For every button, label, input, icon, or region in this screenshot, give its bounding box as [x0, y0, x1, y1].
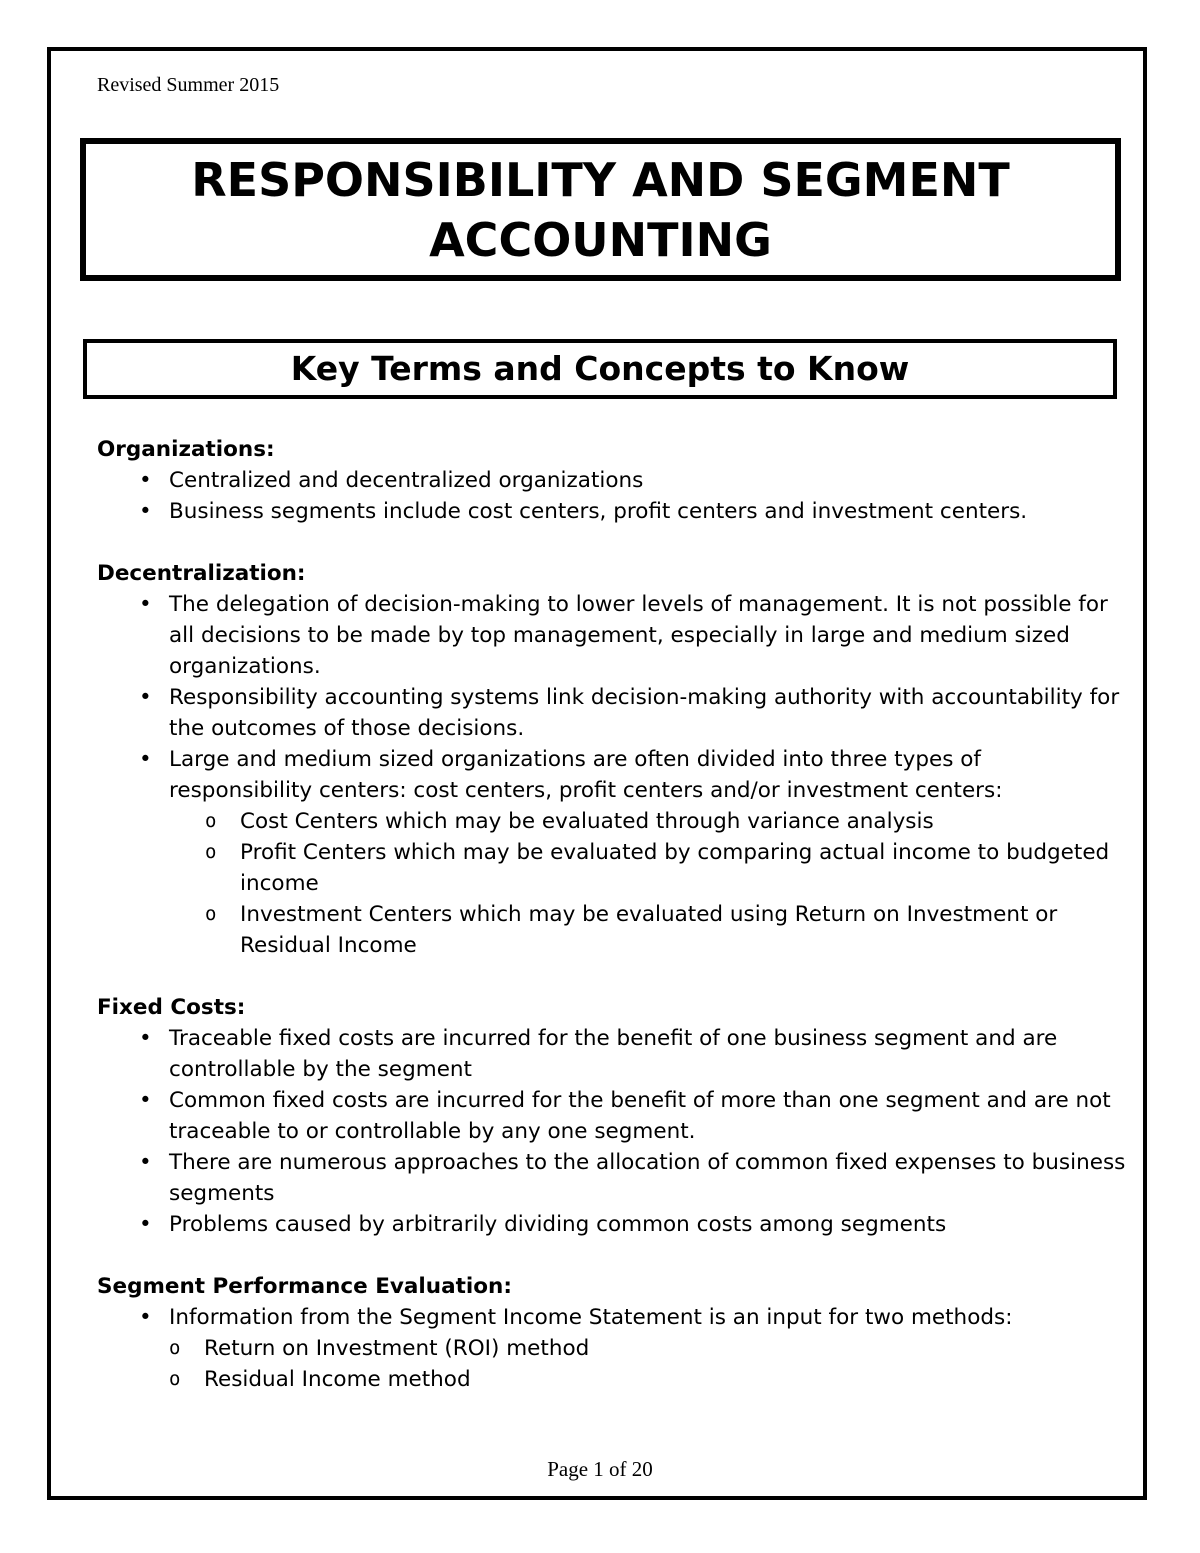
- sub-list: [169, 806, 1127, 961]
- subtitle-box: [83, 339, 1117, 399]
- list-item: • The delegation of decision-making to lower levels of management. It is not possible for all decisions to be made by top management, especially in large and medium sized organizations.: [97, 589, 1127, 682]
- sub-list: [97, 1333, 1127, 1395]
- list-item: • Responsibility accounting systems link decision-making authority with accountability for the outcomes of those decisions.: [97, 682, 1127, 744]
- sub-list-item: o Residual Income method: [97, 1364, 1127, 1395]
- bullet-list: [97, 1023, 1127, 1240]
- list-item: • Problems caused by arbitrarily dividing common costs among segments: [97, 1209, 1127, 1240]
- list-item: [97, 1302, 1127, 1333]
- section-heading: Fixed Costs:: [97, 995, 246, 1020]
- list-item-text: Information from the Segment Income Statement is an input for two methods:: [169, 1305, 1013, 1330]
- bullet-list: [97, 589, 1127, 961]
- section-organizations: [97, 434, 1127, 527]
- page-number: Page 1 of 20: [547, 1457, 653, 1481]
- list-item: • Traceable fixed costs are incurred for the benefit of one business segment and are controllable by the segment: [97, 1023, 1127, 1085]
- list-item: • Common fixed costs are incurred for the benefit of more than one segment and are not traceable to or controllable by any one segment.: [97, 1085, 1127, 1147]
- section-heading: Decentralization:: [97, 561, 306, 586]
- section-title: Key Terms and Concepts to Know: [290, 349, 910, 388]
- sub-list-item: o Return on Investment (ROI) method: [97, 1333, 1127, 1364]
- sub-list-item: o Investment Centers which may be evaluated using Return on Investment or Residual Income: [169, 899, 1127, 961]
- list-item: • Business segments include cost centers, profit centers and investment centers.: [97, 496, 1127, 527]
- title-box: [80, 138, 1121, 281]
- document-title: RESPONSIBILITY AND SEGMENT ACCOUNTING: [191, 152, 1010, 267]
- sub-list-item: o Cost Centers which may be evaluated through variance analysis: [169, 806, 1127, 837]
- list-item: • There are numerous approaches to the allocation of common fixed expenses to business segments: [97, 1147, 1127, 1209]
- bullet-list: [97, 1302, 1127, 1333]
- revision-note: Revised Summer 2015: [97, 74, 280, 96]
- section-decentralization: [97, 558, 1127, 961]
- section-heading: Segment Performance Evaluation:: [97, 1274, 512, 1299]
- content: [97, 434, 1127, 1426]
- list-item-text: Large and medium sized organizations are often divided into three types of responsibility centers: cost centers, profit centers and/or investment centers:: [169, 747, 1003, 803]
- list-item: [97, 744, 1127, 961]
- bullet-list: [97, 465, 1127, 527]
- section-segment-performance: [97, 1271, 1127, 1395]
- list-item: • Centralized and decentralized organizations: [97, 465, 1127, 496]
- sub-list-item: o Profit Centers which may be evaluated by comparing actual income to budgeted income: [169, 837, 1127, 899]
- section-heading: Organizations:: [97, 437, 275, 462]
- section-fixed-costs: [97, 992, 1127, 1240]
